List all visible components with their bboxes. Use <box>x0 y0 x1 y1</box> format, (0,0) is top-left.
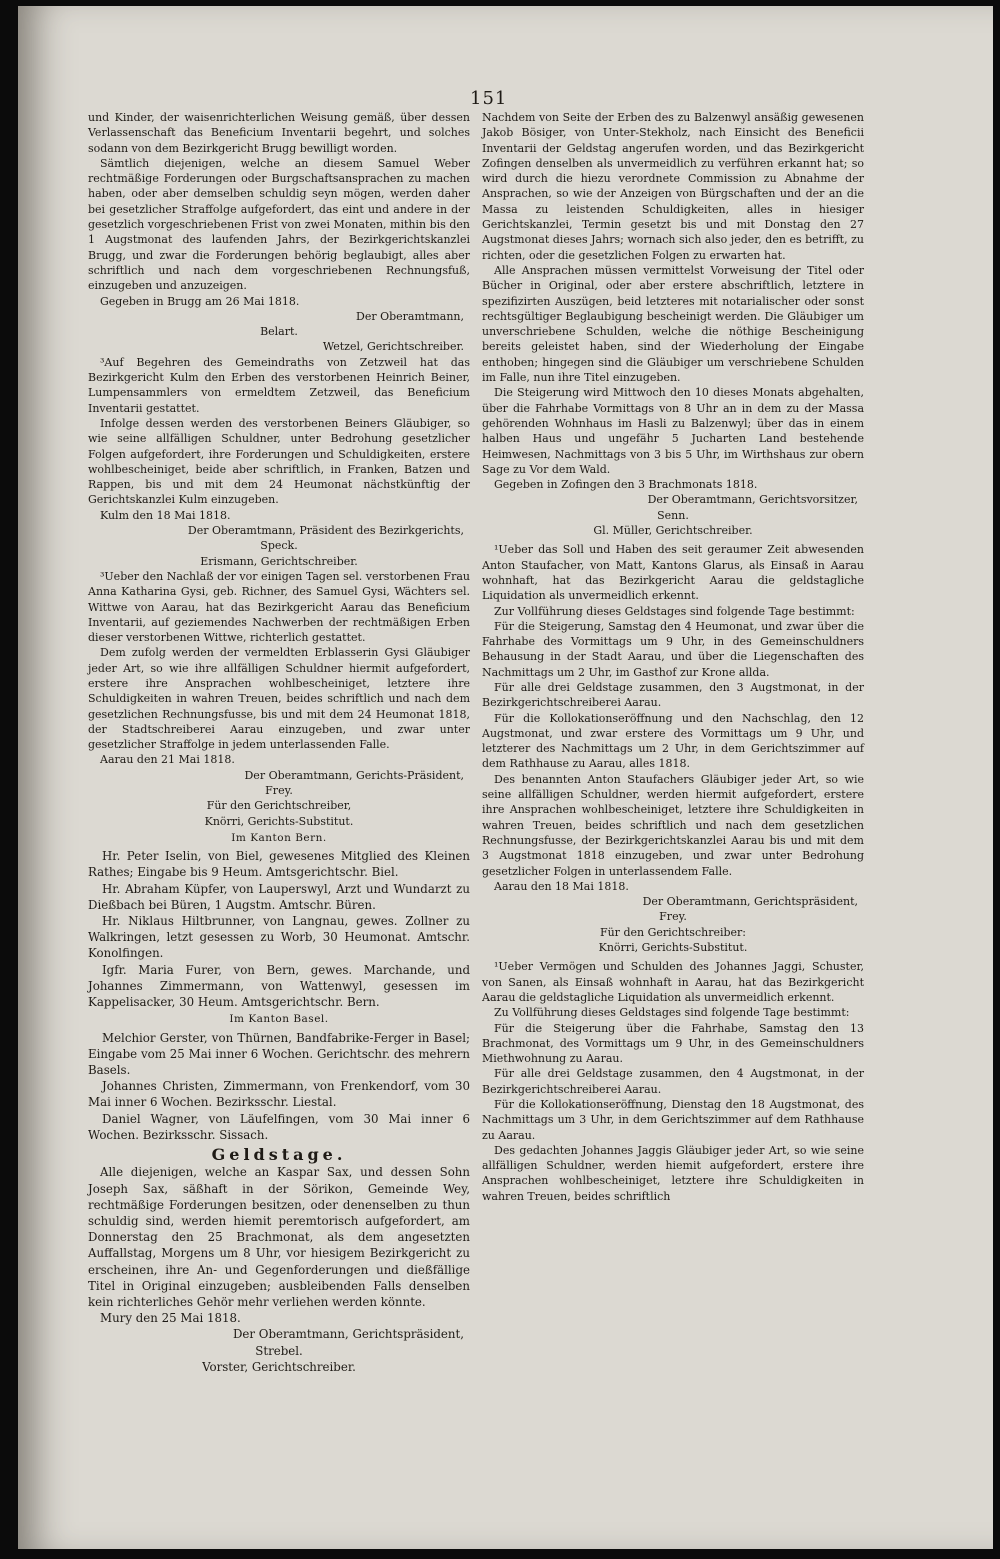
list-item: Melchior Gerster, von Thürnen, Bandfabrike-Ferger in Basel; Eingabe vom 25 Mai inner 6 Wochen. Gerichtschr. des mehrern Basels. <box>88 1030 470 1077</box>
list-item: Hr. Niklaus Hiltbrunner, von Langnau, gewes. Zollner zu Walkringen, letzt gesessen zu Worb, 30 Heumonat. Amtschr. Konolfingen. <box>88 914 470 961</box>
page-number: 151 <box>470 88 508 109</box>
section-subheading: Im Kanton Bern. <box>231 831 327 844</box>
paragraph: Die Steigerung wird Mittwoch den 10 dieses Monats abgehalten, über die Fahrhabe Vormittags von 8 Uhr an in dem zu der Massa gehörenden Wohnhaus im Hasli zu Balzenwyl; über das in einem halben Haus und ungefähr 5 Jucharten Land bestehende Heimwesen, Nachmittags von 3 bis 5 Uhr, im Wirthshaus zur obern Sage zu Vor dem Wald. <box>482 386 864 476</box>
signature: Senn. <box>657 508 689 522</box>
signature: Der Oberamtmann, Gerichtspräsident, <box>232 1327 464 1342</box>
signature: Knörri, Gerichts-Substitut. <box>204 814 354 828</box>
paragraph: Des gedachten Johannes Jaggis Gläubiger jeder Art, so wie seine allfälligen Schuldner, werden hiemit aufgefordert, erstere ihre Ansprachen wohlbescheiniget, letztere ihre Schuldigkeiten in wahren Treuen, beides schriftlich <box>482 1143 864 1203</box>
date-line: Kulm den 18 Mai 1818. <box>100 508 231 522</box>
signature: Belart. <box>260 325 298 339</box>
date-line: Gegeben in Zofingen den 3 Brachmonats 1818. <box>494 478 758 492</box>
list-item: Johannes Christen, Zimmermann, von Frenkendorf, vom 30 Mai inner 6 Wochen. Bezirksschr. Liestal. <box>88 1079 470 1110</box>
paragraph: Dem zufolg werden der vermeldten Erblasserin Gysi Gläubiger jeder Art, so wie ihre allfälligen Schuldner hiermit aufgefordert, erstere ihre Ansprachen wohlbescheiniget, letztere ihre Schuldigkeiten in wahren Treuen, beides schriftlich und nach dem gesetzlichen Rechnungsfusse, bis und mit dem 24 Heumonat 1818, der Stadtschreiberei Aarau einzugeben, und zwar unter gesetzlicher Straffolge in jedem unterlassenden Falle. <box>88 646 470 752</box>
signature: Gl. Müller, Gerichtschreiber. <box>593 524 753 538</box>
paragraph: Infolge dessen werden des verstorbenen Beiners Gläubiger, so wie seine allfälligen Schuldner, unter Bedrohung gesetzlicher Folgen aufgefordert, ihre Forderungen und Schuldigkeiten, erstere wohlbescheiniget, beide aber schriftlich, in Franken, Batzen und Rappen, bis und mit dem 24 Heumonat nächstkünftig der Gerichtskanzlei Kulm einzugeben. <box>88 416 470 507</box>
paragraph: Zur Vollführung dieses Geldstages sind folgende Tage bestimmt: <box>494 604 855 618</box>
left-column <box>88 110 470 1375</box>
section-subheading: Im Kanton Basel. <box>229 1013 329 1026</box>
right-column <box>482 110 864 1204</box>
signature: Der Oberamtmann, <box>356 309 464 323</box>
section-heading: Geldstage. <box>211 1145 347 1164</box>
paragraph: Für die Kollokationseröffnung, Dienstag den 18 Augstmonat, des Nachmittags um 3 Uhr, in dem Gerichtszimmer auf dem Rathhause zu Aarau. <box>482 1098 864 1142</box>
paragraph: Nachdem von Seite der Erben des zu Balzenwyl ansäßig gewesenen Jakob Bösiger, von Unter-Stekholz, nach Einsicht des Beneficii Inventarii der Geldstag angerufen worden, und das Bezirkgericht Zofingen denselben als unvermeidlich zu verführen erkannt hat; so wird durch die hiezu verordnete Commission zu Abnahme der Ansprachen, so wie der Anzeigen von Bürgschaften und der an die Massa zu leistenden Schuldigkeiten, alles in hiesiger Gerichtskanzlei, Termin gesetzt bis und mit Donstag den 27 Augstmonat dieses Jahrs; wornach sich also jeder, den es betrifft, zu richten, oder die gesetzlichen Folgen zu erwarten hat. <box>482 111 864 262</box>
paragraph: Zu Vollführung dieses Geldstages sind folgende Tage bestimmt: <box>494 1006 850 1020</box>
paragraph: Für die Steigerung über die Fahrhabe, Samstag den 13 Brachmonat, des Vormittags um 9 Uhr, in des Gemeinschuldners Miethwohnung zu Aarau. <box>482 1021 864 1066</box>
signature: Frey. <box>265 784 293 798</box>
signature: Erismann, Gerichtschreiber. <box>200 554 358 568</box>
paragraph: Für die Kollokationseröffnung und den Nachschlag, den 12 Augstmonat, und zwar erstere des Vormittags um 9 Uhr, und letzterer des Nachmittags um 2 Uhr, in dem Gerichtszimmer auf dem Rathhause zu Aarau, alles 1818. <box>482 711 864 771</box>
paragraph: Für die Steigerung, Samstag den 4 Heumonat, und zwar über die Fahrhabe des Vormittags um 9 Uhr, in des Gemeinschuldners Behausung in der Stadt Aarau, und über die Liegenschaften des Nachmittags um 2 Uhr, im Gasthof zur Krone allda. <box>482 619 864 679</box>
signature: Vorster, Gerichtschreiber. <box>202 1359 356 1374</box>
list-item: Hr. Abraham Küpfer, von Lauperswyl, Arzt und Wundarzt zu Dießbach bei Büren, 1 Augstm. Amtschr. Büren. <box>88 881 470 912</box>
list-item: Igfr. Maria Furer, von Bern, gewes. Marchande, und Johannes Zimmermann, von Wattenwyl, gesessen im Kappelisacker, 30 Heum. Amtsgerichtschr. Bern. <box>88 962 470 1010</box>
paragraph: Sämtlich diejenigen, welche an diesem Samuel Weber rechtmäßige Forderungen oder Burgschaftsansprachen zu machen haben, oder aber demselben schuldig seyn mögen, werden daher bei gesetzlicher Straffolge aufgefordert, das eint und andere in der gesetzlich vorgeschriebenen Frist von zwei Monaten, mithin bis den 1 Augstmonat des laufenden Jahrs, der Bezirkgerichtskanzlei Brugg, und zwar die Forderungen behörig beglaubigt, alles aber schriftlich und nach dem vorgeschriebenen Rechnungsfuß, einzugeben und anzuzeigen. <box>88 156 470 293</box>
paragraph: Für alle drei Geldstage zusammen, den 4 Augstmonat, in der Bezirkgerichtschreiberei Aarau. <box>482 1067 864 1096</box>
signature: Der Oberamtmann, Gerichts-Präsident, <box>244 768 464 782</box>
date-line: Gegeben in Brugg am 26 Mai 1818. <box>100 294 300 308</box>
signature: Wetzel, Gerichtschreiber. <box>322 340 464 354</box>
signature: Der Oberamtmann, Gerichtspräsident, <box>642 895 858 909</box>
paragraph: Alle Ansprachen müssen vermittelst Vorweisung der Titel oder Bücher in Original, oder aber erstere abschriftlich, letztere in spezifizirten Auszügen, beid letzteres mit notarialischer oder sonst rechtsgültiger Beglaubigung bescheinigt werden. Die Gläubiger um unverschriebene Schulden, welche die nöthige Bescheinigung bereits geleistet haben, sind der Wiederholung der Eingabe enthoben; hingegen sind die Gläubiger um verschriebene Schulden im Falle, nun ihre Titel einzugeben. <box>482 263 864 385</box>
list-item: Daniel Wagner, von Läufelfingen, vom 30 Mai inner 6 Wochen. Bezirksschr. Sissach. <box>88 1111 470 1142</box>
signature: Für den Gerichtschreiber, <box>206 799 352 813</box>
paragraph: ¹Ueber Vermögen und Schulden des Johannes Jaggi, Schuster, von Sanen, als Einsaß wohnhaft in Aarau, hat das Bezirkgericht Aarau die geldstagliche Liquidation als unvermeidlich erkennt. <box>482 960 864 1004</box>
signature: Für den Gerichtschreiber: <box>599 925 747 939</box>
list-item: Hr. Peter Iselin, von Biel, gewesenes Mitglied des Kleinen Rathes; Eingabe bis 9 Heum. Amtsgerichtschr. Biel. <box>88 849 470 880</box>
date-line: Aarau den 21 Mai 1818. <box>100 753 235 767</box>
signature: Strebel. <box>255 1343 303 1358</box>
paragraph: ³Auf Begehren des Gemeindraths von Zetzweil hat das Bezirkgericht Kulm den Erben des verstorbenen Heinrich Beiner, Lumpensammlers von ermeldtem Zetzweil, das Beneficium Inventarii gestattet. <box>88 355 470 415</box>
paragraph: Des benannten Anton Staufachers Gläubiger jeder Art, so wie seine allfälligen Schuldner, werden hiermit aufgefordert, erstere ihre Ansprachen wohlbescheiniget, letztere ihre Schuldigkeiten in wahren Treuen, beides schriftlich und nach dem gesetzlichen Rechnungsfusse, der Bezirkgerichtskanzlei Aarau bis und mit dem 3 Augstmonat 1818 einzugeben, und zwar unter Bedrohung gesetzlicher Folgen in unterlassendem Falle. <box>482 772 864 878</box>
signature: Der Oberamtmann, Präsident des Bezirkgerichts, <box>187 524 464 538</box>
signature: Der Oberamtmann, Gerichtsvorsitzer, <box>647 493 858 507</box>
newspaper-page <box>18 6 993 1549</box>
date-line: Mury den 25 Mai 1818. <box>100 1311 241 1326</box>
paragraph: Für alle drei Geldstage zusammen, den 3 Augstmonat, in der Bezirkgerichtschreiberei Aarau. <box>482 680 864 710</box>
paragraph: ³Ueber den Nachlaß der vor einigen Tagen sel. verstorbenen Frau Anna Katharina Gysi, geb. Richner, des Samuel Gysi, Wächters sel. Wittwe von Aarau, hat das Bezirkgericht Aarau das Beneficium Inventarii, auf geziemendes Nachwerben der rechtmäßigen Erben dieser verstorbenen Wittwe, richterlich gestattet. <box>88 569 470 645</box>
signature: Knörri, Gerichts-Substitut. <box>598 941 748 955</box>
date-line: Aarau den 18 Mai 1818. <box>494 879 629 893</box>
paragraph: und Kinder, der waisenrichterlichen Weisung gemäß, über dessen Verlassenschaft das Beneficium Inventarii begehrt, und solches sodann von dem Bezirkgericht Brugg bewilligt worden. <box>88 111 470 155</box>
signature: Speck. <box>260 539 298 553</box>
signature: Frey. <box>659 910 687 924</box>
paragraph: ¹Ueber das Soll und Haben des seit geraumer Zeit abwesenden Anton Staufacher, von Matt, Kantons Glarus, als Einsaß in Aarau wohnhaft, hat das Bezirkgericht Aarau die geldstagliche Liquidation als unvermeidlich erkennt. <box>482 543 864 603</box>
paragraph: Alle diejenigen, welche an Kaspar Sax, und dessen Sohn Joseph Sax, säßhaft in der Sörikon, Gemeinde Wey, rechtmäßige Forderungen besitzen, oder denenselben zu thun schuldig sind, werden hiemit peremtorisch aufgefordert, am Donnerstag den 25 Brachmonat, als dem angesetzten Auffallstag, Morgens um 8 Uhr, vor hiesigem Bezirkgericht zu erscheinen, ihre An- und Gegenforderungen und dießfällige Titel in Original einzugeben; ausbleibenden Falls denselben kein richterliches Gehör mehr verliehen werden könnte. <box>88 1165 470 1309</box>
